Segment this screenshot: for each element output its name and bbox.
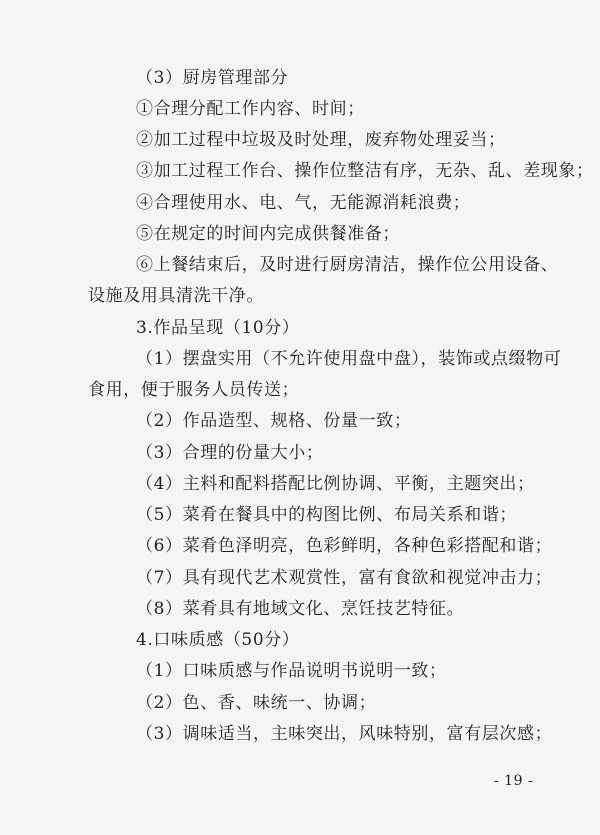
presentation-item-5: （5）菜肴在餐具中的构图比例、布局关系和谐； xyxy=(136,505,518,525)
presentation-item-8: （8）菜肴具有地域文化、烹饪技艺特征。 xyxy=(136,599,465,619)
presentation-item-6: （6）菜肴色泽明亮，色彩鲜明，各种色彩搭配和谐； xyxy=(136,536,553,556)
taste-item-1: （1）口味质感与作品说明书说明一致； xyxy=(136,661,447,681)
presentation-item-4: （4）主料和配料搭配比例协调、平衡，主题突出； xyxy=(136,474,535,494)
presentation-item-1-line-2: 食用，便于服务人员传送； xyxy=(88,380,300,400)
presentation-item-1-line-1: （1）摆盘实用（不允许使用盘中盘），装饰或点缀物可 xyxy=(136,349,562,369)
taste-item-3: （3）调味适当，主味突出，风味特别，富有层次感； xyxy=(136,724,553,744)
kitchen-item-5: ⑤在规定的时间内完成供餐准备； xyxy=(136,224,400,244)
kitchen-item-6-line-2: 设施及用具清洗干净。 xyxy=(88,286,264,306)
kitchen-management-heading: （3）厨房管理部分 xyxy=(136,68,289,88)
presentation-item-7: （7）具有现代艺术观赏性，富有食欲和视觉冲击力； xyxy=(136,568,553,588)
page-number: - 19 - xyxy=(494,773,534,789)
kitchen-item-1: ①合理分配工作内容、时间； xyxy=(136,99,365,119)
kitchen-item-3: ③加工过程工作台、操作位整洁有序，无杂、乱、差现象； xyxy=(136,161,594,181)
presentation-item-3: （3）合理的份量大小； xyxy=(136,443,324,463)
presentation-heading: 3.作品呈现（10分） xyxy=(136,318,300,338)
presentation-item-2: （2）作品造型、规格、份量一致； xyxy=(136,411,412,431)
taste-item-2: （2）色、香、味统一、协调； xyxy=(136,693,377,713)
kitchen-item-6-line-1: ⑥上餐结束后，及时进行厨房清洁，操作位公用设备、 xyxy=(136,255,559,275)
kitchen-item-4: ④合理使用水、电、气，无能源消耗浪费； xyxy=(136,193,471,213)
taste-texture-heading: 4.口味质感（50分） xyxy=(136,630,300,650)
kitchen-item-2: ②加工过程中垃圾及时处理，废弃物处理妥当； xyxy=(136,130,506,150)
